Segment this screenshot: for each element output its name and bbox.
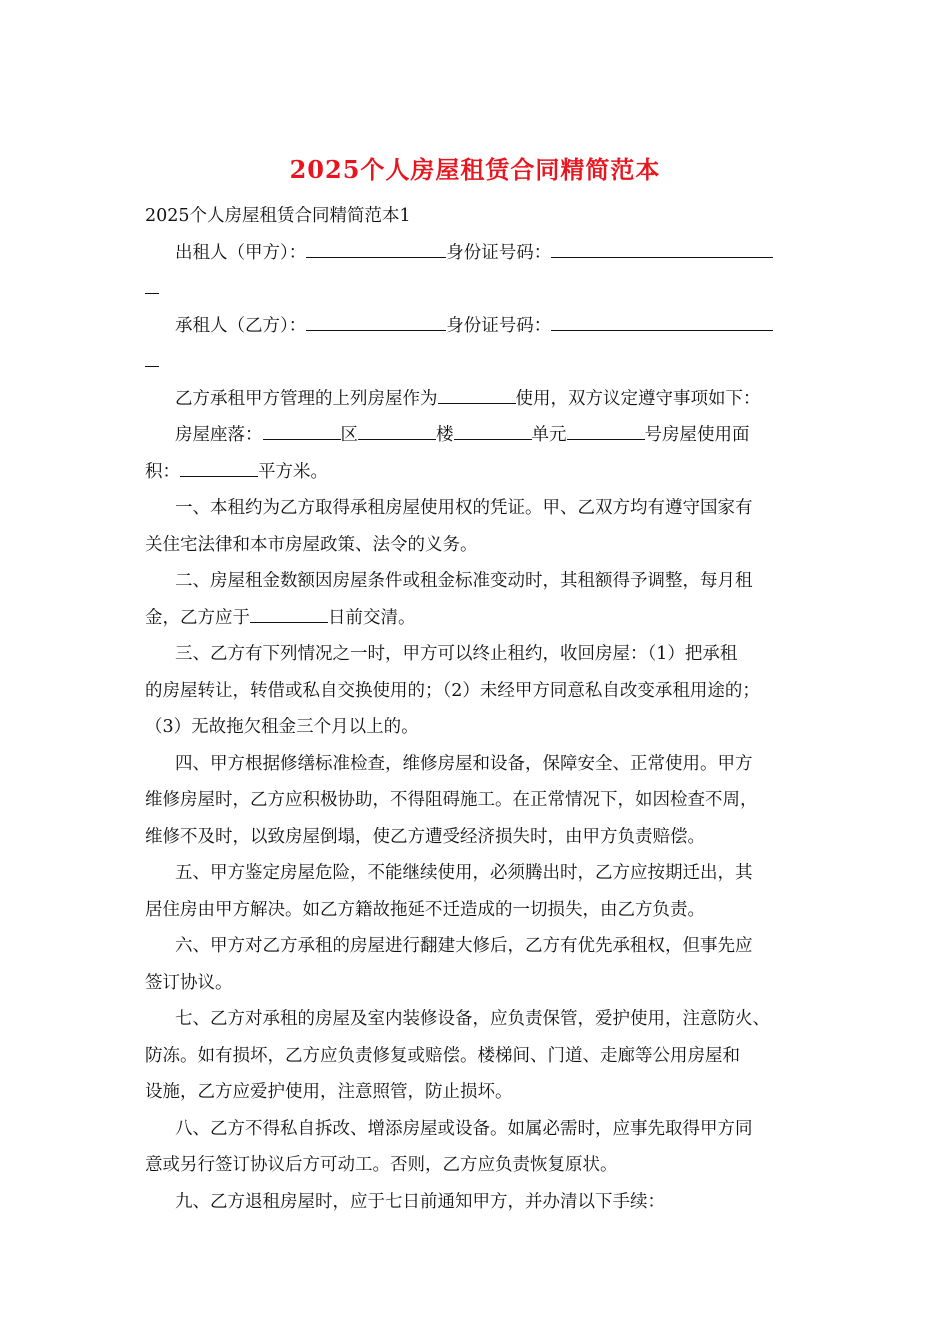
lessor-id-blank: [551, 239, 773, 258]
clause-8-line: 意或另行签订协议后方可动工。否则，乙方应负责恢复原状。: [145, 1155, 618, 1175]
clause-3-line: 的房屋转让，转借或私自交换使用的；（2）未经甲方同意私自改变承租用途的；: [145, 680, 760, 701]
intro-paragraph: [145, 381, 810, 418]
trail-blank: [145, 348, 159, 367]
clause-4-line: 维修不及时，以致房屋倒塌，使乙方遭受经济损失时，由甲方负责赔偿。: [145, 826, 705, 847]
location-text: 区: [340, 425, 358, 445]
district-blank: [263, 421, 341, 440]
clause-3-line: （3）无故拖欠租金三个月以上的。: [145, 717, 419, 737]
location-text: 号房屋使用面: [644, 425, 750, 445]
area-unit: 平方米。: [258, 461, 328, 482]
clause-4-line: 维修房屋时，乙方应积极协助，不得阻碍施工。在正常情况下，如因检查不周，: [145, 790, 758, 810]
lessor-id-label: 身份证号码：: [446, 242, 552, 263]
location-label: 房屋座落：: [175, 425, 263, 445]
lessee-id-label: 身份证号码：: [446, 315, 552, 336]
document-title: 2025个人房屋租赁合同精简范本: [289, 155, 661, 184]
location-text: 楼: [436, 425, 454, 445]
trail-blank: [145, 275, 159, 294]
room-blank: [567, 421, 645, 440]
clause-3-line: 三、乙方有下列情况之一时，甲方可以终止租约，收回房屋：（1）把承租: [175, 644, 738, 664]
area-blank: [180, 458, 258, 477]
intro-text: 使用，双方议定遵守事项如下：: [515, 388, 761, 409]
contract-subtitle: 2025个人房屋租赁合同精简范本1: [145, 206, 411, 226]
area-label: 积：: [145, 461, 180, 482]
unit-blank: [454, 421, 532, 440]
usage-blank: [438, 385, 516, 404]
lessor-label: 出租人（甲方）：: [175, 242, 307, 263]
clause-7-line: 七、乙方对承租的房屋及室内装修设备，应负责保管，爱护使用，注意防火、: [175, 1009, 770, 1029]
document-body: [145, 198, 810, 1220]
payment-day-blank: [250, 604, 328, 623]
lessee-line: [145, 308, 810, 345]
clause-8-line: 八、乙方不得私自拆改、增添房屋或设备。如属必需时，应事先取得甲方同: [175, 1118, 753, 1139]
clause-2-text: 金，乙方应于: [145, 607, 250, 628]
area-line: [145, 454, 810, 491]
location-text: 单元: [531, 425, 567, 445]
clause-2-line: [145, 600, 810, 637]
clause-6-line: 六、甲方对乙方承租的房屋进行翻建大修后，乙方有优先承租权，但事先应: [175, 936, 753, 956]
lessee-line-continuation: [145, 344, 810, 381]
intro-text: 乙方承租甲方管理的上列房屋作为: [175, 388, 438, 409]
lessee-name-blank: [306, 312, 446, 331]
lessor-name-blank: [306, 239, 446, 258]
clause-4-line: 四、甲方根据修缮标准检查，维修房屋和设备，保障安全、正常使用。甲方: [175, 753, 753, 774]
clause-7-line: 设施，乙方应爱护使用，注意照管，防止损坏。: [145, 1082, 513, 1102]
location-line: [145, 417, 810, 454]
clause-7-line: 防冻。如有损坏，乙方应负责修复或赔偿。楼梯间、门道、走廊等公用房屋和: [145, 1045, 740, 1066]
lessor-line-continuation: [145, 271, 810, 308]
lessor-line: [145, 235, 810, 272]
building-blank: [358, 421, 436, 440]
clause-5-line: 居住房由甲方解决。如乙方籍故拖延不迁造成的一切损失，由乙方负责。: [145, 899, 705, 920]
clause-1-line: 一、本租约为乙方取得承租房屋使用权的凭证。甲、乙双方均有遵守国家有: [175, 498, 753, 518]
clause-2-text: 日前交清。: [328, 607, 416, 628]
clause-6-line: 签订协议。: [145, 972, 233, 993]
clause-1-line: 关住宅法律和本市房屋政策、法令的义务。: [145, 534, 478, 555]
clause-9-line: 九、乙方退租房屋时，应于七日前通知甲方，并办清以下手续：: [175, 1191, 665, 1212]
clause-2-line: 二、房屋租金数额因房屋条件或租金标准变动时，其租额得予调整，每月租: [175, 571, 753, 591]
lessee-id-blank: [551, 312, 773, 331]
clause-5-line: 五、甲方鉴定房屋危险，不能继续使用，必须腾出时，乙方应按期迁出，其: [175, 863, 753, 883]
lessee-label: 承租人（乙方）：: [175, 315, 307, 336]
